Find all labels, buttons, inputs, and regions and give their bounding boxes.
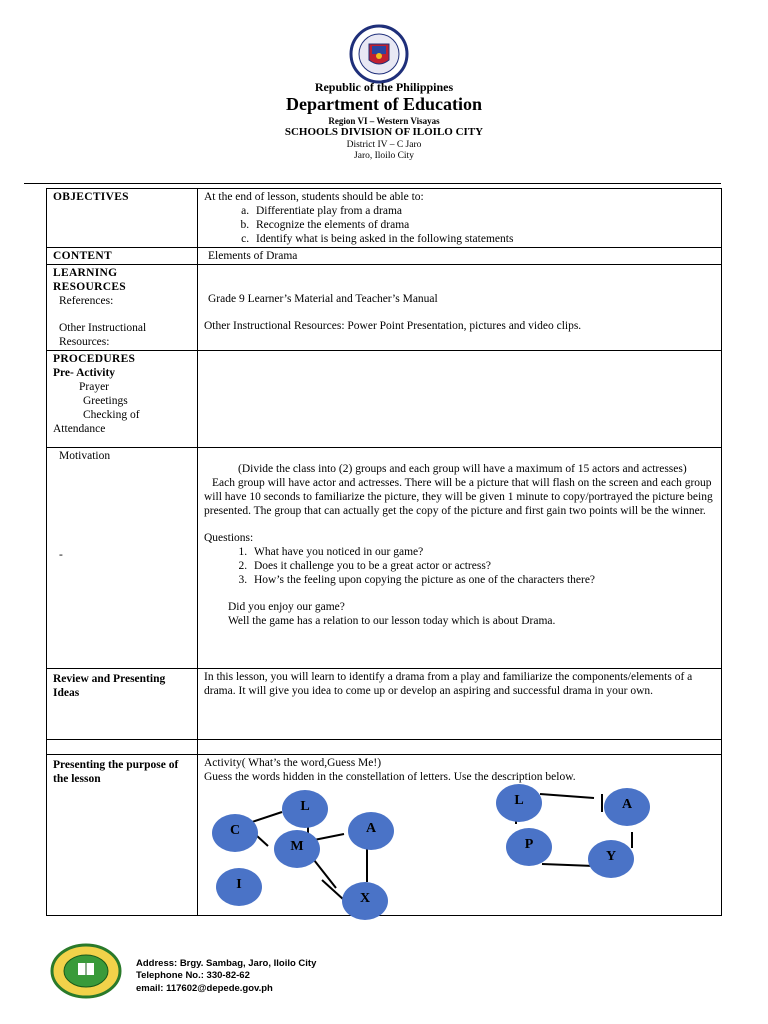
procedures-row [47, 351, 722, 448]
review-label-cell [47, 669, 198, 740]
objectives-intro: At the end of lesson, students should be able to: [204, 191, 424, 203]
letter-node: Y [588, 840, 634, 878]
district-heading: District IV – C Jaro [346, 140, 422, 150]
presenting-label-cell [47, 755, 198, 916]
footer-address: Address: Brgy. Sambag, Jaro, Iloilo City [136, 958, 317, 969]
letter-node: I [216, 868, 262, 906]
letter-node: C [212, 814, 258, 852]
references-label: References: [59, 295, 114, 307]
footer-email: email: 117602@depede.gov.ph [136, 983, 273, 994]
letter-node: A [604, 788, 650, 826]
content-value: Elements of Drama [208, 250, 298, 262]
activity-instruction: Guess the words hidden in the constellation of letters. Use the description below. [204, 771, 576, 783]
question-item: 2. Does it challenge you to be a great actor or actress? [250, 559, 715, 573]
region-heading: Region VI – Western Visayas [328, 116, 440, 126]
lesson-plan-table [46, 188, 722, 916]
learning-resources-row [47, 265, 722, 351]
objective-item: b. Recognize the elements of drama [252, 218, 715, 232]
checking-label: Checking of [83, 409, 140, 421]
motivation-row [47, 448, 722, 669]
other-resources-value: Other Instructional Resources: Power Point Presentation, pictures and video clips. [204, 320, 582, 332]
letter-node: P [506, 828, 552, 866]
procedures-label: PROCEDURES [53, 353, 136, 365]
motivation-label: Motivation [59, 450, 111, 462]
school-logo [50, 943, 122, 999]
department-heading: Department of Education [286, 94, 482, 114]
objective-item: c. Identify what is being asked in the following statements [252, 232, 715, 246]
motivation-paragraph-1: (Divide the class into (2) groups and each group will have a maximum of 15 actors and actresses) [238, 463, 687, 475]
deped-seal-logo [334, 24, 424, 84]
review-content-cell [198, 669, 722, 740]
relation-statement: Well the game has a relation to our lesson today which is about Drama. [228, 615, 556, 627]
learning-resources-label-cell [47, 265, 198, 351]
letter-constellation-activity [204, 784, 715, 914]
letter-node: A [348, 812, 394, 850]
motivation-dash: - [59, 549, 63, 561]
division-heading: SCHOOLS DIVISION OF ILOILO CITY [284, 126, 484, 138]
objective-item: a. Differentiate play from a drama [252, 204, 715, 218]
review-text: In this lesson, you will learn to identify a drama from a play and familiarize the components/elements of a drama. It will give you idea to come up or develop an aspiring and successful drama in your own. [204, 671, 693, 697]
content-value-cell [198, 248, 722, 265]
references-value: Grade 9 Learner’s Material and Teacher’s Manual [208, 293, 438, 305]
objectives-content-cell [198, 189, 722, 248]
motivation-paragraph-2: Each group will have actor and actresses. There will be a picture that will flash on the screen and each group will have 10 seconds to familiarize the picture, they will be given 1 minute to copy/portrayed the picture being presented. The group that can actually get the copy of the picture and first gain two points will be the winner. [204, 477, 713, 517]
greetings-label: Greetings [83, 395, 128, 407]
learning-resources-label: LEARNING RESOURCES [53, 267, 126, 293]
activity-title: Activity( What’s the word,Guess Me!) [204, 757, 382, 769]
question-item: 1. What have you noticed in our game? [250, 545, 715, 559]
objectives-label: OBJECTIVES [53, 191, 129, 203]
presenting-row [47, 755, 722, 916]
attendance-label: Attendance [53, 423, 106, 435]
pre-activity-label: Pre- Activity [53, 367, 116, 379]
enjoy-question: Did you enjoy our game? [228, 601, 345, 613]
letter-node: L [496, 784, 542, 822]
content-label: CONTENT [53, 250, 112, 262]
objectives-row [47, 189, 722, 248]
footer-telephone: Telephone No.: 330-82-62 [136, 970, 250, 981]
prayer-label: Prayer [79, 381, 110, 393]
objectives-label-cell [47, 189, 198, 248]
procedures-content-cell [198, 351, 722, 448]
other-resources-label: Other Instructional Resources: [59, 322, 147, 348]
letter-node: M [274, 830, 320, 868]
spacer-row [47, 740, 722, 755]
city-heading: Jaro, Iloilo City [354, 151, 414, 161]
header-divider [24, 183, 721, 184]
content-label-cell [47, 248, 198, 265]
learning-resources-content-cell [198, 265, 722, 351]
motivation-label-cell [47, 448, 198, 669]
presenting-content-cell [198, 755, 722, 916]
republic-heading: Republic of the Philippines [314, 80, 454, 94]
questions-label: Questions: [204, 532, 254, 544]
review-row [47, 669, 722, 740]
questions-list [204, 545, 715, 587]
procedures-label-cell [47, 351, 198, 448]
letter-node: L [282, 790, 328, 828]
letter-node: X [342, 882, 388, 920]
motivation-content-cell [198, 448, 722, 669]
content-row [47, 248, 722, 265]
objectives-list [204, 204, 715, 246]
question-item: 3. How’s the feeling upon copying the picture as one of the characters there? [250, 573, 715, 587]
presenting-label: Presenting the purpose of the lesson [53, 759, 179, 785]
review-label: Review and Presenting Ideas [53, 673, 166, 699]
